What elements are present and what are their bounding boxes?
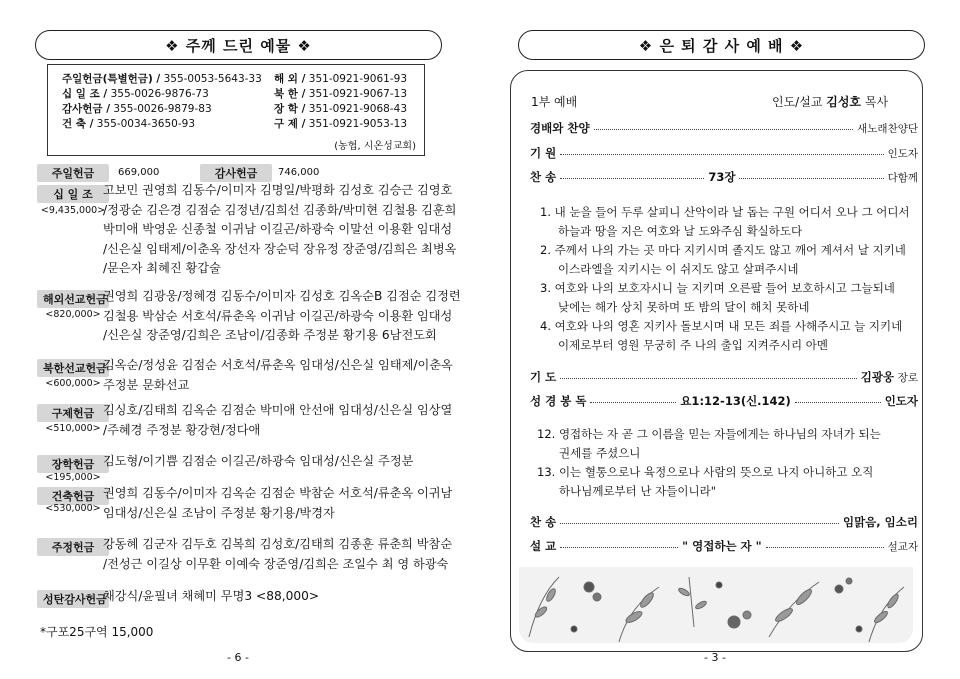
offerings-title: ❖ 주께 드린 예물 ❖ [165,36,312,55]
offerings-header [35,30,442,60]
sermon-row: 설 교 " 영접하는 자 " 설교자 [530,539,918,553]
group-names: 강동혜 김군자 김두호 김복희 김성호/김태희 김종훈 류춘희 박참순 /전성근 이길상 이무환 이예숙 장준영/김희은 조일수 최 영 하광숙 [103,537,453,571]
service-row: 경배와 찬양 새노래찬양단 [530,121,918,135]
special-hymn-row: 찬 송 임맑음, 임소리 [530,515,918,529]
bank-note: (농협, 시온성교회) [334,141,416,152]
account-row: 구 제 / 351-0921-9053-13 [274,118,407,130]
account-row: 장 학 / 351-0921-9068-43 [274,103,407,115]
scripture-text: 12. 영접하는 자 곧 그 이름을 믿는 자들에게는 하나님의 자녀가 되는 권세를 주셨으니 13. 이는 혈통으로나 육정으로나 사람의 뜻으로 나지 아니하고 오직 하나님께로부터 난 자들이니라" [537,427,881,498]
floral-decoration [519,567,913,643]
service-row: 찬 송 73장 다함께 [530,170,919,184]
page-number: - 3 - [704,651,726,664]
group-label: 해외선교헌금 [37,290,109,308]
sunday-offering-amount: 669,000 [118,167,160,178]
service-row: 기 원 인도자 [530,146,918,160]
scripture-row: 성 경 봉 독 요1:12-13(신.142) 인도자 [530,394,919,408]
group-label: 십 일 조 [37,185,109,203]
group-label: 주정헌금 [37,538,109,556]
group-amount: <820,000> [45,309,101,320]
sunday-offering-label: 주일헌금 [37,164,109,182]
account-row: 십 일 조 / 355-0026-9876-73 [62,88,209,100]
group-label: 성탄감사헌금 [37,590,109,608]
account-box [47,64,425,156]
page-number: - 6 - [227,651,249,664]
account-row: 해 외 / 351-0921-9061-93 [274,73,407,85]
group-label: 건축헌금 [37,487,109,505]
group-names: 권영희 김광웅/정혜경 김동수/이미자 김성호 김옥순B 김점순 김정련 김철용 박삼순 서호석/류춘옥 이귀남 이길곤/하광숙 이용환 임대성 /신은실 장준영/김희은 조남이/김종화 주정분 황기용 6남전도회 [103,289,461,342]
leader: 인도/설교 김성호 목사 [772,95,889,109]
thanks-offering-amount: 746,000 [278,167,320,178]
part-label: 1부 예배 [531,95,578,109]
group-names: 김싱호/김태희 김옥순 김점순 박미애 안선애 임대성/신은실 임상열 /주혜경 주정분 황강현/정다애 [103,403,453,437]
group-amount: <600,000> [45,378,101,389]
service-title: ❖ 은 퇴 감 사 예 배 ❖ [638,36,805,55]
group-names: 김도형/이기쁨 김점순 이길곤/하광숙 임대성/신은실 주정분 [103,454,414,468]
account-row: 주일헌금(특별헌금) / 355-0053-5643-33 [62,73,262,85]
thanks-offering-label: 감사헌금 [200,164,272,182]
group-label: 구제헌금 [37,404,109,422]
group-label: 북한선교헌금 [37,359,109,377]
group-amount: <195,000> [45,472,101,483]
group-amount: <530,000> [45,503,101,514]
group-amount: <510,000> [45,423,101,434]
group-names: 채강식/윤필녀 채혜미 무명3 <88,000> [103,589,320,603]
group-names: 권영희 김동수/이미자 김옥순 김점순 박참순 서호석/류춘옥 이귀남 임대성/신은실 조남이 주정분 황기용/박경자 [103,486,453,520]
account-row: 감사헌금 / 355-0026-9879-83 [62,103,212,115]
group-label: 장학헌금 [37,455,109,473]
account-row: 건 축 / 355-0034-3650-93 [62,118,195,130]
prayer-row: 기 도 김광웅 장로 [530,370,918,384]
hymn-text: 1. 내 눈을 들어 두루 살피니 산악이라 날 돕는 구원 어디서 오나 그 어디서 하늘과 땅을 지은 여호와 날 도와주심 확실하도다 2. 주께서 나의 가는 곳 마다 지키시며 졸지도 않고 깨어 계셔서 날 지키네 이스라엘을 지키시는 이 쉬지도 않고 살펴주시네 3. 여호와 나의 보호자시니 늘 지키며 오른팔 들어 보호하시고 그늘되네 낮에는 해가 상치 못하며 또 밤의 달이 해치 못하네 4. 여호와 나의 영혼 지키사 돌보시며 내 모든 죄를 사해주시고 늘 지키네 이제로부터 영원 무궁히 주 나의 출입 지켜주시리 아멘 [540,205,910,352]
group-names: 김옥순/정성윤 김점순 서호석/류춘옥 임대성/신은실 임태제/이춘옥 주정분 문화선교 [103,358,453,392]
footnote: *구포25구역 15,000 [40,625,154,639]
group-amount: <9,435,000> [40,205,106,216]
service-header [518,30,925,60]
group-names: 고보민 권영희 김동수/이미자 김명일/박평화 김성호 김승근 김영호 /정광순 김은경 김점순 김정년/김희선 김종화/박미현 김철용 김훈희 박미애 박영운 신종철 이귀남 이길곤/하광숙 이말선 이용환 임대성 /신은실 임태제/이춘옥 장선자 장순덕 장유정 장준영/김희은 최병옥 /문은자 최혜진 황갑술 [103,183,457,275]
account-row: 북 한 / 351-0921-9067-13 [274,88,407,100]
